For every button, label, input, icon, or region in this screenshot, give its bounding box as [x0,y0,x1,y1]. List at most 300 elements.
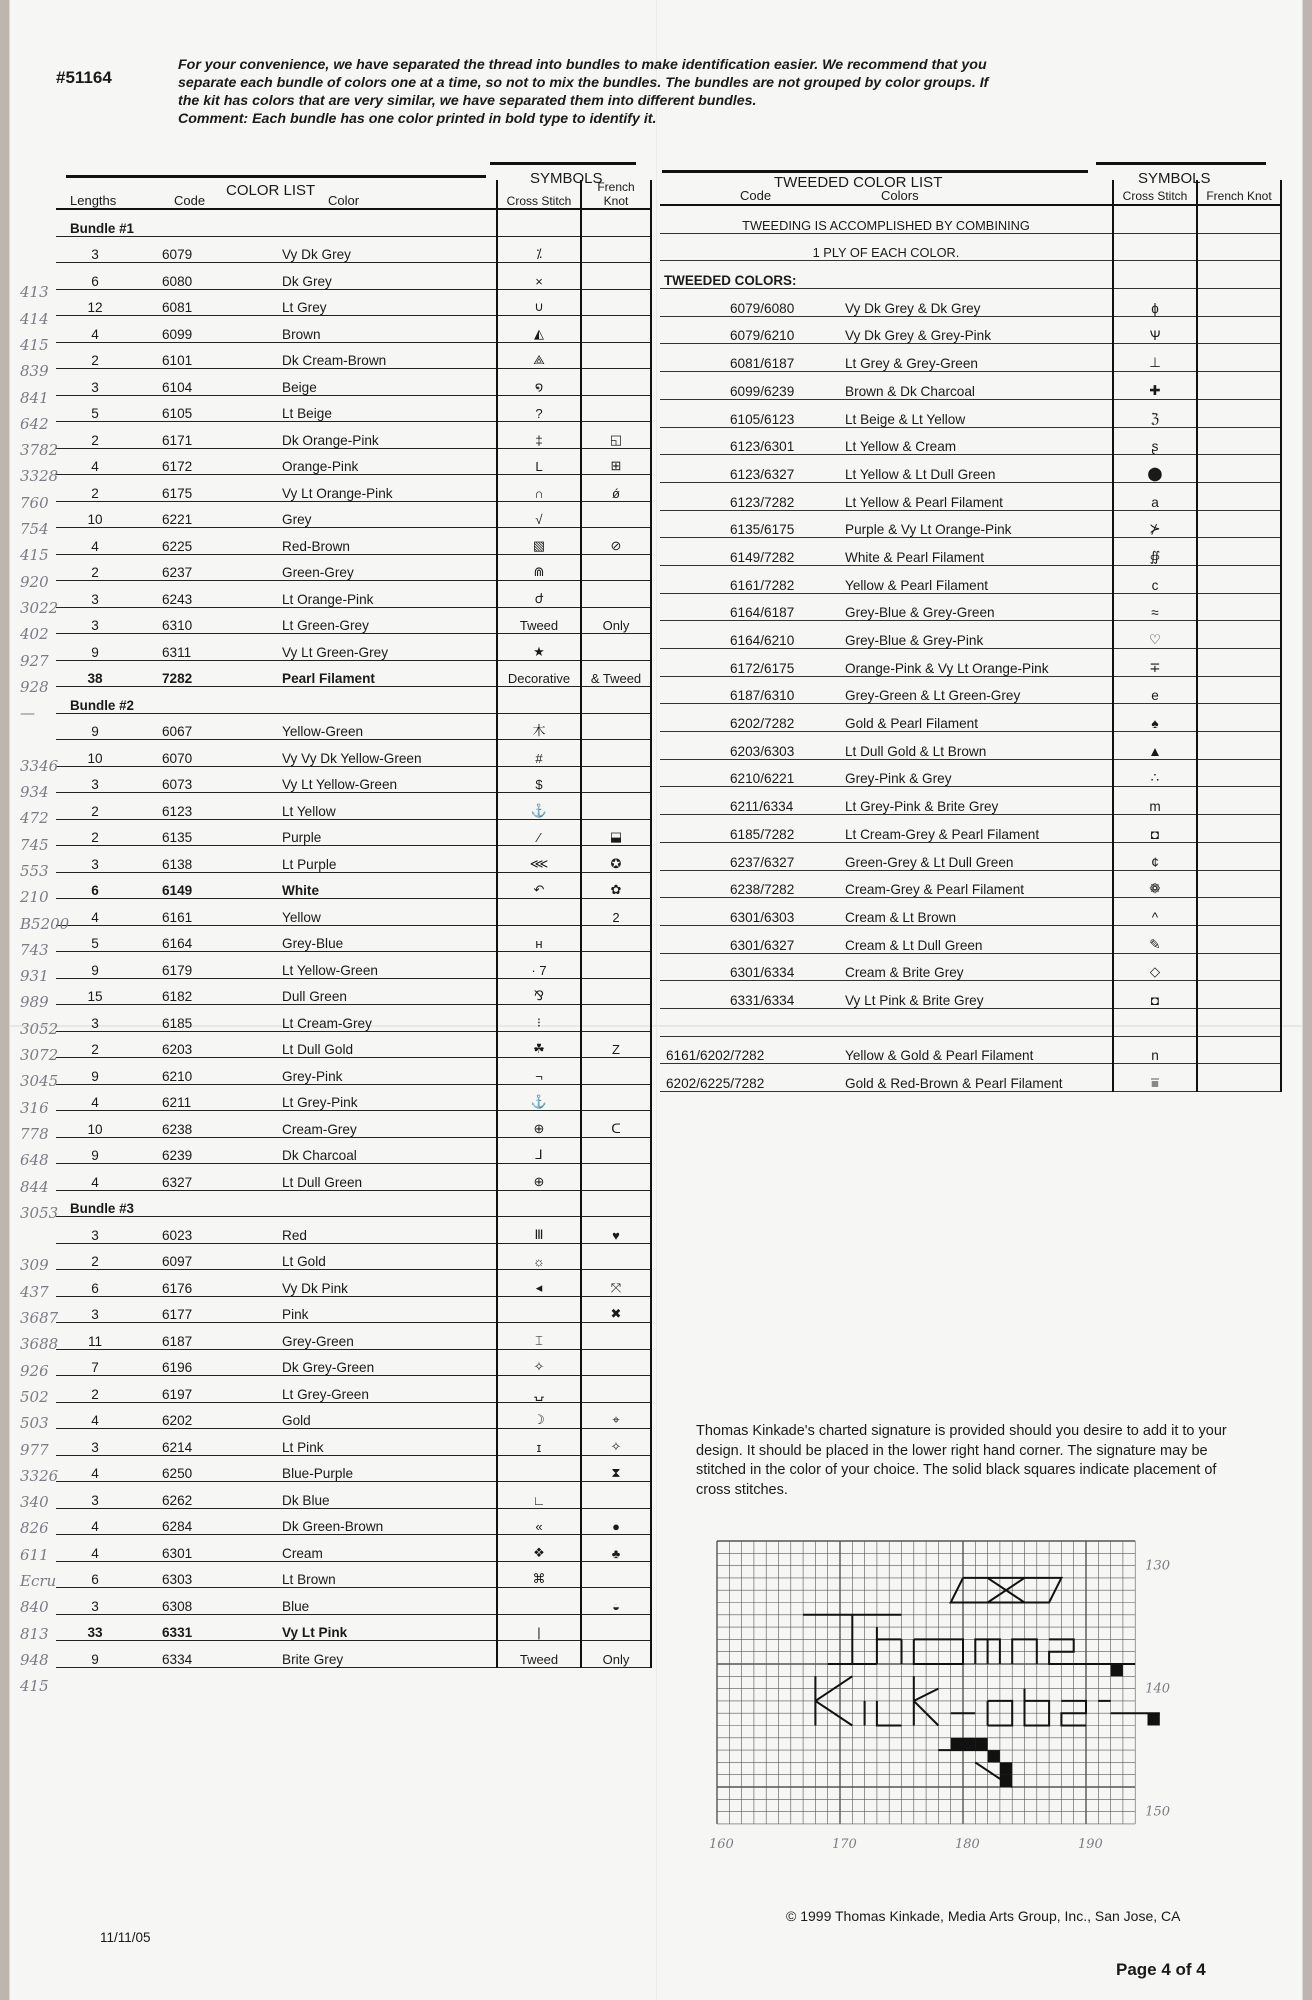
tweed-row [660,344,1281,372]
tweed-cross-symbol: ℨ [1113,399,1197,427]
filled-stitch-square [1000,1762,1012,1774]
cross-stitch-symbol [497,899,581,926]
tweed-cross-symbol: ≈ [1113,593,1197,621]
cross-stitch-symbol [497,1296,581,1323]
tweed-colors: Yellow & Pearl Filament [841,565,1113,593]
tweed-colors: Lt Beige & Lt Yellow [841,399,1113,427]
tweed-code: 6123/6301 [660,427,841,455]
tweed-colors-header: Colors [841,180,1113,205]
handwritten-dmc-number: 3328 [20,467,59,486]
cross-stitch-symbol: ⌘ [497,1561,581,1588]
intro-line: separate each bundle of colors one at a time, so not to mix the bundles. The bundles are not grouped by color groups. If [178,75,989,91]
copyright: © 1999 Thomas Kinkade, Media Arts Group, Inc., San Jose, CA [786,1908,1181,1924]
cross-stitch-symbol: Tweed [497,1641,581,1668]
code-cell: 6070 [134,740,278,767]
tweed-cross-symbol: e [1113,676,1197,704]
signature-strokes [803,1578,1160,1787]
length-cell: 2 [56,422,134,449]
tweed-cross-symbol: ◇ [1113,953,1197,981]
grid-bottom-label: 180 [955,1836,980,1852]
tweed-code: 6081/6187 [660,344,841,372]
french-knot-symbol: ◱ [581,422,651,449]
tweed-colors: Grey-Blue & Grey-Pink [841,621,1113,649]
tweed-cross-symbol: ɸ [1113,289,1197,317]
code-cell: 6172 [134,448,278,475]
handwritten-dmc-number: 472 [20,809,49,828]
color-name-cell: Pink [278,1296,497,1323]
color-name-cell: Pearl Filament [278,660,497,687]
length-cell: 4 [56,1084,134,1111]
tweed-cross-symbol: ¢ [1113,842,1197,870]
tweeded-color-table [660,180,1282,1092]
color-row [56,607,651,634]
length-cell: 4 [56,1508,134,1535]
french-knot-symbol [581,395,651,422]
color-row [56,501,651,528]
code-cell: 6197 [134,1376,278,1403]
color-row [56,1270,651,1297]
french-knot-symbol [581,342,651,369]
tweed-cross-symbol: ◘ [1113,981,1197,1009]
color-name-cell: Vy Lt Orange-Pink [278,475,497,502]
tweed-colors: Vy Dk Grey & Dk Grey [841,289,1113,317]
tweed-cross-symbol: Ѱ [1113,316,1197,344]
handwritten-dmc-number: 743 [20,940,49,959]
length-cell: 2 [56,793,134,820]
color-name-cell: Lt Gold [278,1243,497,1270]
color-row [56,872,651,899]
handwritten-dmc-number: 840 [20,1598,49,1617]
color-row [56,1455,651,1482]
length-cell: 5 [56,395,134,422]
code-cell: 6331 [134,1614,278,1641]
color-name-cell: Blue [278,1588,497,1615]
code-cell: 6175 [134,475,278,502]
code-cell: 6301 [134,1535,278,1562]
length-cell: 4 [56,1535,134,1562]
length-cell: 4 [56,1164,134,1191]
handwritten-dmc-number: 948 [20,1650,49,1669]
handwritten-dmc-number: 920 [20,572,49,591]
color-name-cell: Vy Lt Pink [278,1614,497,1641]
color-name-cell: Lt Grey-Green [278,1376,497,1403]
color-name-cell: Brite Grey [278,1641,497,1668]
symbols-rule [490,162,636,165]
french-knot-symbol: ✧ [581,1429,651,1456]
french-knot-symbol [581,1058,651,1085]
tweed-triple-code: 6161/6202/7282 [660,1036,841,1064]
tweed-code: 6123/7282 [660,482,841,510]
code-cell: 6177 [134,1296,278,1323]
color-name-cell: Yellow-Green [278,713,497,740]
cross-stitch-symbol: × [497,263,581,290]
tweed-cross-symbol: ◘ [1113,815,1197,843]
tweed-cross-symbol: ^ [1113,898,1197,926]
tweed-code: 6135/6175 [660,510,841,538]
code-cell: 6023 [134,1217,278,1244]
cross-stitch-symbol: ‡ [497,422,581,449]
tweed-cross-symbol: ∴ [1113,759,1197,787]
french-knot-symbol: ⤧ [581,1270,651,1297]
color-row [56,1111,651,1138]
french-knot-symbol [581,740,651,767]
filled-stitch-square [963,1738,975,1750]
french-knot-symbol [581,978,651,1005]
tweed-code: 6301/6327 [660,925,841,953]
tweed-code: 6164/6210 [660,621,841,649]
code-cell: 6067 [134,713,278,740]
length-cell: 9 [56,634,134,661]
tweed-section-label: TWEEDED COLORS: [660,261,1113,289]
cross-stitch-symbol: ☼ [497,1243,581,1270]
signature-note: Thomas Kinkade's charted signature is provided should you desire to add it to your design. It should be placed in the lower right hand corner. The signature may be stitched in the color of your choice. The solid black squares indicate placement of cross stitches. [696,1423,1227,1498]
color-row [56,1614,651,1641]
handwritten-dmc-number: 415 [20,546,49,565]
french-knot-symbol [581,1243,651,1270]
handwritten-dmc-number: 977 [20,1440,49,1459]
handwritten-dmc-number: 3688 [20,1335,59,1354]
french-knot-symbol: Z [581,1031,651,1058]
length-cell: 9 [56,1058,134,1085]
code-cell: 6334 [134,1641,278,1668]
grid-right-label: 140 [1145,1681,1171,1697]
tweed-cross-symbol: ∓ [1113,649,1197,677]
color-name-cell: Lt Yellow [278,793,497,820]
bundle-header-row [56,209,651,236]
french-knot-symbol: ǿ [581,475,651,502]
color-name-cell: Grey-Pink [278,1058,497,1085]
code-cell: 6185 [134,1005,278,1032]
color-name-cell: Red [278,1217,497,1244]
french-knot-symbol [581,501,651,528]
handwritten-dmc-number: 989 [20,993,49,1012]
handwritten-dmc-number: 3052 [20,1019,59,1038]
code-cell: 6243 [134,581,278,608]
color-row [56,1005,651,1032]
code-cell: 6081 [134,289,278,316]
color-name-cell: Vy Lt Green-Grey [278,634,497,661]
color-list-rule [66,175,486,178]
tweed-cross-symbol: ⬤ [1113,455,1197,483]
handwritten-dmc-number: B5200 [20,914,70,933]
color-row [56,713,651,740]
tweed-colors: Lt Yellow & Pearl Filament [841,482,1113,510]
lengths-header: Lengths [56,180,134,209]
french-knot-symbol [581,1561,651,1588]
grid-bottom-label: 170 [832,1836,857,1852]
tweed-note-1: TWEEDING IS ACCOMPLISHED BY COMBINING [660,205,1113,233]
french-knot-symbol [581,793,651,820]
color-name-cell: Lt Orange-Pink [278,581,497,608]
color-row [56,1588,651,1615]
code-cell: 6196 [134,1349,278,1376]
color-row [56,978,651,1005]
tweed-triple-symbol: ⩸ [1113,1064,1197,1092]
code-cell: 6073 [134,766,278,793]
handwritten-dmc-number: 3053 [20,1203,59,1222]
code-cell: 6239 [134,1137,278,1164]
color-row [56,475,651,502]
color-name-cell: Brown [278,316,497,343]
color-row [56,634,651,661]
cross-stitch-symbol: ∩ [497,475,581,502]
french-knot-symbol [581,713,651,740]
code-cell: 6179 [134,952,278,979]
cross-stitch-symbol: Decorative [497,660,581,687]
tweed-cross-symbol: ✚ [1113,372,1197,400]
length-cell: 2 [56,554,134,581]
cross-stitch-symbol: ⅋ [497,978,581,1005]
cross-stitch-symbol: $ [497,766,581,793]
code-cell: 6149 [134,872,278,899]
color-header: Color [278,180,497,209]
code-cell: 6225 [134,528,278,555]
french-knot-symbol [581,634,651,661]
length-cell: 2 [56,342,134,369]
length-cell: 10 [56,1111,134,1138]
color-row [56,793,651,820]
length-cell: 10 [56,740,134,767]
tweed-code: 6301/6334 [660,953,841,981]
handwritten-dmc-number: 413 [20,283,49,302]
french-knot-symbol [581,1482,651,1509]
french-knot-symbol: ⬓ [581,819,651,846]
tweed-symbols-title: SYMBOLS [1138,170,1211,187]
length-cell: 7 [56,1349,134,1376]
color-row [56,1349,651,1376]
length-cell: 3 [56,1005,134,1032]
color-name-cell: Lt Grey [278,289,497,316]
tweed-row [660,399,1281,427]
filled-stitch-square [1111,1664,1123,1676]
color-row [56,342,651,369]
color-row [56,846,651,873]
tweed-row [660,787,1281,815]
tweed-row [660,815,1281,843]
french-knot-symbol: 2 [581,899,651,926]
tweed-row [660,538,1281,566]
cross-stitch-symbol [497,1588,581,1615]
cross-stitch-symbol: ⅃ [497,1137,581,1164]
color-row [56,1058,651,1085]
cross-stitch-symbol: ✧ [497,1349,581,1376]
cross-stitch-header: Cross Stitch [497,180,581,209]
tweed-cross-symbol: ʂ [1113,427,1197,455]
tweed-code: 6202/7282 [660,704,841,732]
tweed-row [660,981,1281,1009]
tweed-cross-stitch-header: Cross Stitch [1113,180,1197,205]
french-knot-symbol [581,1614,651,1641]
color-name-cell: Lt Green-Grey [278,607,497,634]
length-cell: 9 [56,1641,134,1668]
french-knot-symbol: ◒ [581,1588,651,1615]
kit-number: #51164 [56,68,112,87]
french-knot-symbol: ✖ [581,1296,651,1323]
filled-stitch-square [988,1750,1000,1762]
length-cell: 6 [56,1270,134,1297]
handwritten-dmc-number: 415 [20,335,49,354]
code-cell: 6214 [134,1429,278,1456]
french-knot-symbol [581,766,651,793]
tweed-colors: Grey-Pink & Grey [841,759,1113,787]
vertical-fold [656,0,658,2000]
length-cell: 2 [56,1376,134,1403]
handwritten-dmc-number: 642 [20,414,49,433]
cross-stitch-symbol: ❖ [497,1535,581,1562]
color-row [56,1164,651,1191]
length-cell: 2 [56,1031,134,1058]
tweed-row [660,565,1281,593]
handwritten-dmc-number: 340 [20,1493,49,1512]
color-name-cell: Dk Green-Brown [278,1508,497,1535]
cross-stitch-symbol: ⍽ [497,1376,581,1403]
length-cell: 2 [56,1243,134,1270]
handwritten-dmc-number: 648 [20,1151,49,1170]
tweed-row [660,898,1281,926]
french-knot-symbol: ♥ [581,1217,651,1244]
cross-stitch-symbol: Tweed [497,607,581,634]
length-cell: 3 [56,236,134,263]
tweed-cross-symbol: m [1113,787,1197,815]
bundle-label: Bundle #3 [56,1190,497,1217]
tweed-cross-symbol: ⊥ [1113,344,1197,372]
handwritten-dmc-number: 931 [20,967,49,986]
code-cell: 6187 [134,1323,278,1350]
code-cell: 6099 [134,316,278,343]
handwritten-dmc-number: 309 [20,1256,49,1275]
tweed-list-title: TWEEDED COLOR LIST [774,174,943,191]
color-row [56,448,651,475]
color-row [56,1508,651,1535]
length-cell: 12 [56,289,134,316]
tweed-row [660,482,1281,510]
length-cell: 3 [56,581,134,608]
handwritten-dmc-number: 3072 [20,1046,59,1064]
length-cell: 3 [56,766,134,793]
code-cell: 6104 [134,369,278,396]
color-row [56,1641,651,1668]
length-cell: 3 [56,1588,134,1615]
tweed-cross-symbol: ❁ [1113,870,1197,898]
color-name-cell: Grey [278,501,497,528]
color-name-cell: Lt Dull Gold [278,1031,497,1058]
color-name-cell: Dk Orange-Pink [278,422,497,449]
code-header: Code [134,180,278,209]
cross-stitch-symbol: | [497,1614,581,1641]
handwritten-dmc-number: 3782 [20,441,59,460]
tweed-triple-row [660,1064,1281,1092]
french-knot-symbol: & Tweed [581,660,651,687]
color-name-cell: Vy Vy Dk Yellow-Green [278,740,497,767]
length-cell: 4 [56,1402,134,1429]
handwritten-dmc-number: 927 [20,651,49,670]
tweed-colors: Cream & Brite Grey [841,953,1113,981]
cross-stitch-symbol: Ⅲ [497,1217,581,1244]
cross-stitch-symbol: ⊕ [497,1164,581,1191]
french-knot-symbol: Only [581,1641,651,1668]
tweed-row [660,289,1281,317]
color-name-cell: Dk Cream-Brown [278,342,497,369]
tweed-colors: Cream & Lt Dull Green [841,925,1113,953]
color-name-cell: Cream [278,1535,497,1562]
cross-stitch-symbol: ໑ [497,369,581,396]
tweed-code: 6079/6210 [660,316,841,344]
handwritten-dmc-number: 503 [20,1414,49,1433]
handwritten-dmc-number: 760 [20,493,49,512]
code-cell: 6080 [134,263,278,290]
cross-stitch-symbol: ⊕ [497,1111,581,1138]
color-name-cell: Beige [278,369,497,396]
code-cell: 6176 [134,1270,278,1297]
code-cell: 6262 [134,1482,278,1509]
handwritten-dmc-number: Ecru [20,1572,57,1590]
handwritten-dmc-number: 210 [20,888,49,907]
handwritten-dmc-number: 3045 [20,1072,59,1091]
french-knot-symbol [581,1084,651,1111]
color-row [56,528,651,555]
code-cell: 6303 [134,1561,278,1588]
french-knot-symbol: ⊞ [581,448,651,475]
intro-line: For your convenience, we have separated the thread into bundles to make identification easier. We recommend that you [178,57,987,73]
tweed-colors: Lt Grey-Pink & Brite Grey [841,787,1113,815]
cross-stitch-symbol: « [497,1508,581,1535]
handwritten-dmc-number: 926 [20,1361,49,1380]
tweed-code: 6238/7282 [660,870,841,898]
tweed-code: 6185/7282 [660,815,841,843]
french-knot-symbol [581,554,651,581]
length-cell: 38 [56,660,134,687]
color-row [56,554,651,581]
bundle-label: Bundle #1 [56,209,497,236]
cross-stitch-symbol: ☘ [497,1031,581,1058]
color-name-cell: Lt Grey-Pink [278,1084,497,1111]
french-knot-symbol [581,1005,651,1032]
tweed-colors: Lt Dull Gold & Lt Brown [841,732,1113,760]
tweed-row [660,870,1281,898]
color-list-body [56,209,651,1667]
cross-stitch-symbol: ⋘ [497,846,581,873]
color-name-cell: Lt Cream-Grey [278,1005,497,1032]
code-cell: 6250 [134,1455,278,1482]
tweed-row [660,925,1281,953]
color-name-cell: Vy Dk Pink [278,1270,497,1297]
french-knot-symbol: ⧗ [581,1455,651,1482]
color-name-cell: Orange-Pink [278,448,497,475]
length-cell: 10 [56,501,134,528]
grid-right-label: 130 [1145,1558,1171,1574]
length-cell: 6 [56,1561,134,1588]
french-knot-symbol [581,263,651,290]
color-row [56,1535,651,1562]
cross-stitch-symbol: ɪ [497,1429,581,1456]
color-row [56,289,651,316]
length-cell: 4 [56,448,134,475]
french-knot-symbol [581,581,651,608]
tweed-code: 6172/6175 [660,649,841,677]
tweed-row [660,510,1281,538]
color-row [56,1243,651,1270]
handwritten-dmc-number: 813 [20,1624,49,1643]
tweed-row [660,593,1281,621]
cross-stitch-symbol: ∟ [497,1482,581,1509]
french-knot-symbol [581,1137,651,1164]
cross-stitch-symbol: L [497,448,581,475]
tweed-row [660,427,1281,455]
handwritten-dmc-number: 841 [20,388,49,407]
length-cell: 2 [56,475,134,502]
handwritten-dmc-number: 553 [20,861,49,880]
handwritten-dmc-number: 402 [20,625,49,644]
